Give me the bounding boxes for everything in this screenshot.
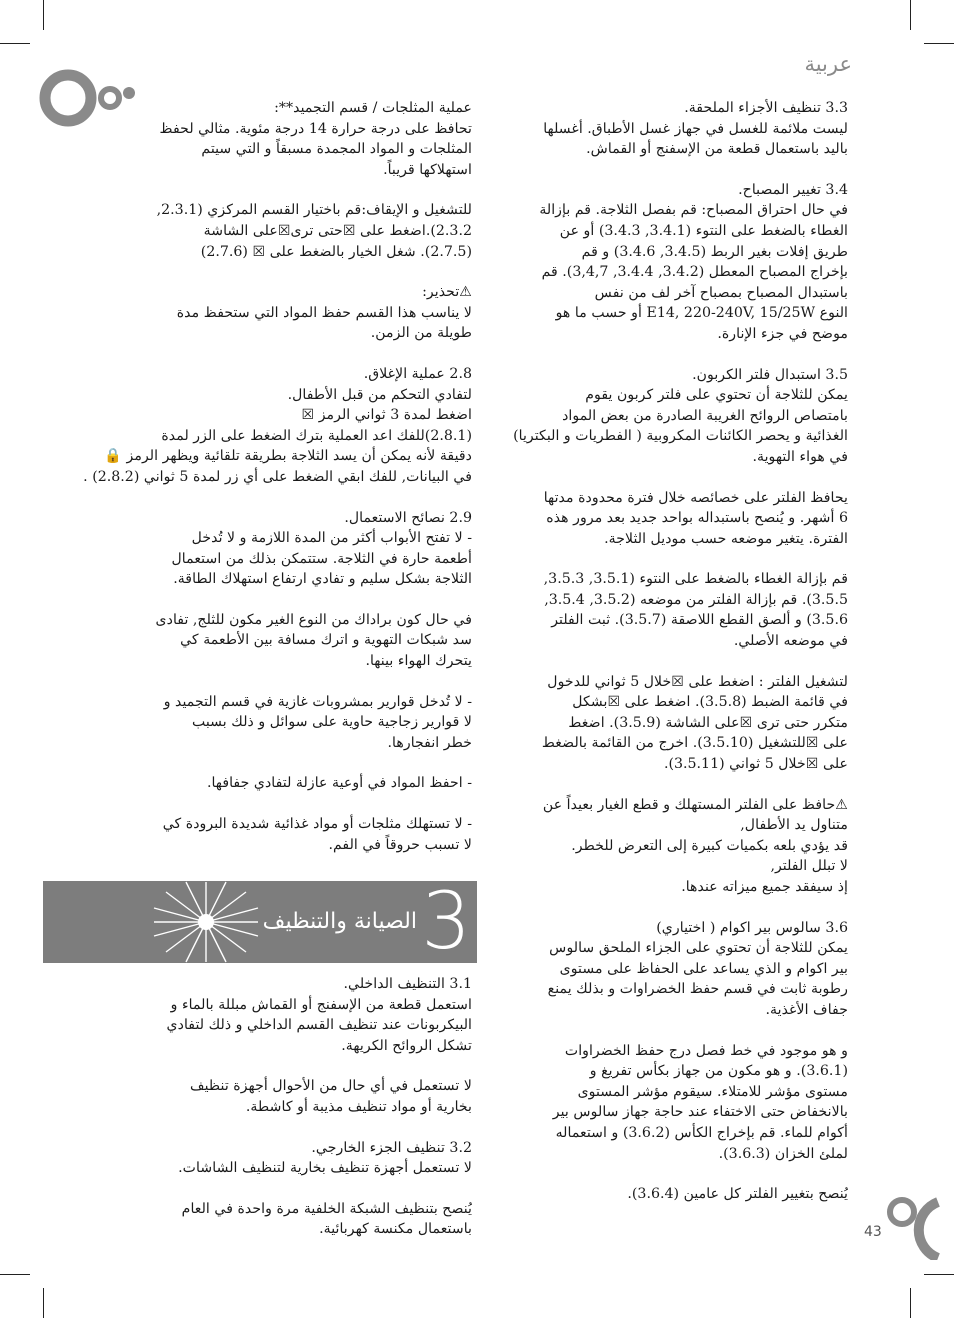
text-line: تشكل الروائح الكريهة. bbox=[341, 1037, 472, 1054]
text-line: أكوام للماء. قم بإخراج الكأس (3.6.2) و استعماله bbox=[555, 1124, 848, 1141]
text-line: أطعمة حارة في الثلاجة. ستتمكن بذلك من استعمال bbox=[171, 550, 472, 567]
text-line: 2.8 عملية الإغلاق. bbox=[363, 365, 472, 382]
text-line: 3.5.6) و ألصق القطع اللاصقة (3.5.7). ثبت الفلتر bbox=[551, 612, 848, 629]
left-column-bottom bbox=[32, 974, 472, 1240]
text-line: البيكربونات عند تنظيف القسم الداخلي و ذلك لتفادي bbox=[166, 1017, 472, 1034]
text-line: ⚠تحذير: bbox=[422, 284, 472, 301]
paragraph-gap bbox=[32, 488, 472, 508]
crop-mark bbox=[924, 1274, 954, 1275]
text-line: في حال احتراق المصباح: قم بفصل الثلاجة. قم بإزالة bbox=[539, 202, 848, 219]
text-line: رطوبة ثابت في قسم حفظ الخضراوات و بذلك يمنع bbox=[547, 981, 848, 998]
crop-mark bbox=[0, 1274, 30, 1275]
paragraph-gap bbox=[452, 1164, 848, 1184]
crop-mark bbox=[43, 1288, 44, 1318]
text-line: (2.8.1)للفك اعد العملية بترك الضغط على الزر لمدة bbox=[161, 427, 472, 444]
text-line: يُنصح بتغيير الفلتر كل عامين (3.6.4). bbox=[627, 1186, 848, 1203]
text-line: لا قوارير زجاجية حاوية على سوائل و ذلك بسبب bbox=[191, 714, 472, 731]
text-line: 2.9 نصائح الاستعمال. bbox=[344, 509, 472, 526]
text-line: لا يناسب هذا القسم حفظ المواد التي ستحفظ مدة bbox=[176, 304, 472, 321]
text-line: إذ سيفقد جميع ميزاته عندها. bbox=[681, 879, 848, 895]
text-line: يتحرك الهواء بينها. bbox=[365, 653, 472, 670]
text-line: (2.7.5). شغل الخيار بالضغط على ☒ (2.7.6) bbox=[200, 243, 472, 260]
right-column bbox=[452, 98, 848, 1205]
paragraph-gap bbox=[452, 775, 848, 795]
crop-mark bbox=[910, 1288, 911, 1318]
text-line: جفاف الأغذية. bbox=[765, 1001, 848, 1018]
page-number: 43 bbox=[864, 1224, 882, 1240]
text-line: دقيقة لأنه يمكن أن يسد الثلاجة بطريقة تلقائية ويظهر الرمز 🔒 bbox=[104, 448, 472, 465]
text-line: بامتصاص الروائح الغريبة الصادرة من بعض المواد bbox=[562, 407, 848, 424]
text-line: تحافظ على درجة حرارة 14 درجة مئوية. مثالي لحفظ bbox=[159, 120, 472, 137]
paragraph-gap bbox=[32, 1118, 472, 1138]
section-banner bbox=[43, 881, 477, 963]
crop-mark bbox=[924, 43, 954, 44]
section-number: 3 bbox=[421, 881, 471, 963]
text-line: بخارية أو مواد تنظيف مذيبة أو كاشطة. bbox=[245, 1098, 472, 1115]
text-line: بالانخفاض حتى الاختفاء عند حاجة جهاز سالوس بير bbox=[552, 1104, 848, 1121]
text-line: - احفظ المواد في أوعية عازلة لتفادي جفافها. bbox=[206, 775, 472, 792]
text-line: في هواء التهوية. bbox=[752, 448, 848, 465]
text-line: الثلاجة بشكل سليم و تفادي ارتفاع استهلاك الطاقة. bbox=[173, 571, 472, 588]
text-line: الفترة. يتغير موضعه حسب موديل الثلاجة. bbox=[604, 530, 848, 547]
text-line: على ☒خلال 5 ثواني (3.5.11). bbox=[663, 756, 848, 773]
text-line: بإخراج المصباح المعطل (3.4.2, 3.4.4, 3,4,7). قم bbox=[541, 264, 848, 281]
text-line: يمكن للثلاجة أن تحتوي على فلتر كربون يقوم bbox=[585, 387, 848, 404]
section-title: الصيانة والتنظيف bbox=[262, 909, 417, 934]
text-line: لا تبلل الفلتر, bbox=[770, 858, 848, 875]
text-line: في موضعه الأصلي. bbox=[733, 633, 848, 650]
text-line: يُنصح بتنظيف الشبكة الخلفية مرة واحدة في العام bbox=[181, 1200, 472, 1217]
language-label: عربية bbox=[804, 52, 852, 76]
text-line: عملية المثلجات / قسم التجميد**: bbox=[274, 100, 472, 116]
text-line: - لا تستهلك مثلجات أو مواد غذائية شديدة البرودة كي bbox=[162, 816, 472, 833]
paragraph-gap bbox=[452, 898, 848, 918]
paragraph-gap bbox=[452, 1021, 848, 1041]
text-line: على ☒للتشغيل (3.5.10). اخرج من القائمة بالضغط bbox=[541, 735, 848, 752]
text-line: النوع E14, 220-240V, 15/25W أو حسب ما هو bbox=[555, 305, 848, 322]
brand-circles-icon bbox=[880, 1190, 940, 1260]
text-line: مستوى مؤشر للامتلاء. سيقوم مؤشر المستوى bbox=[577, 1083, 848, 1100]
text-line: 3.3 تنظيف الأجزاء الملحقة. bbox=[684, 100, 848, 116]
crop-mark bbox=[43, 0, 44, 30]
paragraph-gap bbox=[32, 753, 472, 773]
text-line: يحافظ الفلتر على خصائصه خلال فترة محدودة مدتها bbox=[543, 489, 848, 506]
paragraph-gap bbox=[452, 652, 848, 672]
text-line: لملئ الخزان (3.6.3). bbox=[718, 1145, 848, 1162]
text-line: في حال كون براداك من النوع الغير مكون للثلج, تفادى bbox=[155, 611, 472, 628]
text-line: 3.2 تنظيف الجزء الخارجي. bbox=[311, 1139, 472, 1156]
text-line: في البيانات, للفك ابقي الضغط على أي زر لمدة 5 ثواني (2.8.2) . bbox=[83, 468, 472, 485]
text-line: لا تسبب حروقاً في الفم. bbox=[328, 836, 472, 853]
text-line: 6 أشهر. و يُنصح باستبداله بواحد جديد بعد مرور هذه bbox=[546, 510, 848, 527]
text-line: - لا تُدخل قوارير بمشروبات غازية في قسم التجميد و bbox=[163, 693, 472, 710]
text-line: 3.4 تغيير المصباح. bbox=[738, 181, 848, 198]
text-line: باستعمال مكنسة كهربائية. bbox=[319, 1221, 472, 1238]
text-line: 3.6 سالوس بير اكوام ( اختياري) bbox=[656, 919, 848, 936]
text-line: طريق إفلات بغير الربط (3.4.5, 3.4.6) و قم bbox=[581, 243, 848, 260]
text-line: للتشغيل و الإيقاف:قم باختيار القسم المركزي (2.3.1, bbox=[156, 202, 472, 219]
text-line: خطر انفجارها. bbox=[387, 734, 472, 751]
text-line: بير اكوام و الذي يساعد على الحفاظ على مستوى bbox=[559, 960, 848, 977]
left-column-top bbox=[32, 98, 472, 855]
text-line: يمكن للثلاجة أن تحتوي على الجزاء الملحق سالوس bbox=[549, 940, 848, 957]
paragraph-gap bbox=[32, 590, 472, 610]
text-line: باليد باستعمال قطعة من الإسفنج أو القماش. bbox=[586, 141, 848, 158]
text-line: لتشغيل الفلتر : اضغط على ☒خلال 5 ثواني للدخول bbox=[547, 673, 848, 690]
text-line: لا تستعمل أجهزة تنظيف بخارية لتنظيف الشاشات. bbox=[178, 1160, 472, 1177]
text-line: و هو موجود في خط فصل درج حفظ الخضراوات bbox=[564, 1042, 848, 1059]
crop-mark bbox=[910, 0, 911, 30]
text-line: استهلاكها قريباً. bbox=[383, 161, 472, 178]
paragraph-gap bbox=[32, 672, 472, 692]
paragraph-gap bbox=[32, 344, 472, 364]
text-line: 3.1 التنظيف الداخلي. bbox=[343, 976, 472, 992]
paragraph-gap bbox=[452, 160, 848, 180]
paragraph-gap bbox=[452, 345, 848, 365]
starburst-icon bbox=[151, 881, 261, 963]
text-line: متكرر حتى ترى ☒على الشاشة (3.5.9). اضغط bbox=[568, 714, 848, 731]
paragraph-gap bbox=[32, 1179, 472, 1199]
text-line: ⚠حافظ على الفلتر المستهلك و قطع الغيار بعيداً عن bbox=[542, 796, 848, 813]
paragraph-gap bbox=[32, 262, 472, 282]
text-line: لا تستعمل في أي حال من الأحوال أجهزة تنظيف bbox=[189, 1078, 472, 1095]
text-line: في قائمة الضبط (3.5.8). اضغط على ☒بشكل bbox=[572, 694, 848, 711]
paragraph-gap bbox=[452, 549, 848, 569]
text-line: قد يؤدي بلعه بكميات كبيرة إلى التعرض للخطر. bbox=[571, 837, 848, 854]
text-line: موضح في جزء الإنارة. bbox=[717, 325, 848, 342]
text-line: المثلجات و المواد المجمدة مسبقاً و التي سيتم bbox=[201, 141, 472, 158]
paragraph-gap bbox=[32, 1056, 472, 1076]
text-line: لتفادي التحكم من قبل الأطفال. bbox=[287, 386, 472, 403]
text-line: الغذائية و يحصر الكائنات المكروبية ( الفطريات و البكتريا) bbox=[513, 428, 848, 445]
text-line: باستبدال المصباح بمصباح آخر لف من نفس bbox=[594, 284, 848, 301]
text-line: متناول يد الأطفال, bbox=[740, 817, 848, 834]
text-line: طويلة من الزمن. bbox=[370, 325, 472, 342]
text-line: ليست ملائمة للغسل في جهاز غسل الأطباق. أغسلها bbox=[543, 120, 848, 137]
text-line: الغطاء بالضغط على النتوء (3.4.1, 3.4.3) أو عن bbox=[559, 222, 848, 239]
text-line: - لا تفتح الأبواب أكثر من المدة اللازمة و لا تُدخل bbox=[191, 530, 472, 547]
text-line: (3.6.1). و هو مكون من جهاز بكأس تفريغ و bbox=[589, 1063, 848, 1080]
crop-mark bbox=[0, 43, 30, 44]
text-line: 3.5.5). قم بإزالة الفلتر من موضعه (3.5.2, 3.5.4, bbox=[544, 591, 848, 608]
text-line: 3.5 استبدال فلتر الكربون. bbox=[692, 366, 848, 383]
paragraph-gap bbox=[32, 180, 472, 200]
text-line: اضغط لمدة 3 ثواني الرمز ☒ bbox=[301, 407, 472, 424]
text-line: قم بإزالة الغطاء بالضغط على النتوء (3.5.1, 3.5.3, bbox=[543, 571, 848, 588]
text-line: 2.3.2).اضغط على ☒حتى ترى☒على الشاشة bbox=[203, 222, 472, 239]
paragraph-gap bbox=[452, 468, 848, 488]
paragraph-gap bbox=[32, 794, 472, 814]
text-line: استعمل قطعة من الإسفنج أو القماش مبللة بالماء و bbox=[170, 996, 472, 1013]
text-line: سد شبكات التهوية و اترك مسافة بين الأطعمة كي bbox=[180, 632, 472, 649]
